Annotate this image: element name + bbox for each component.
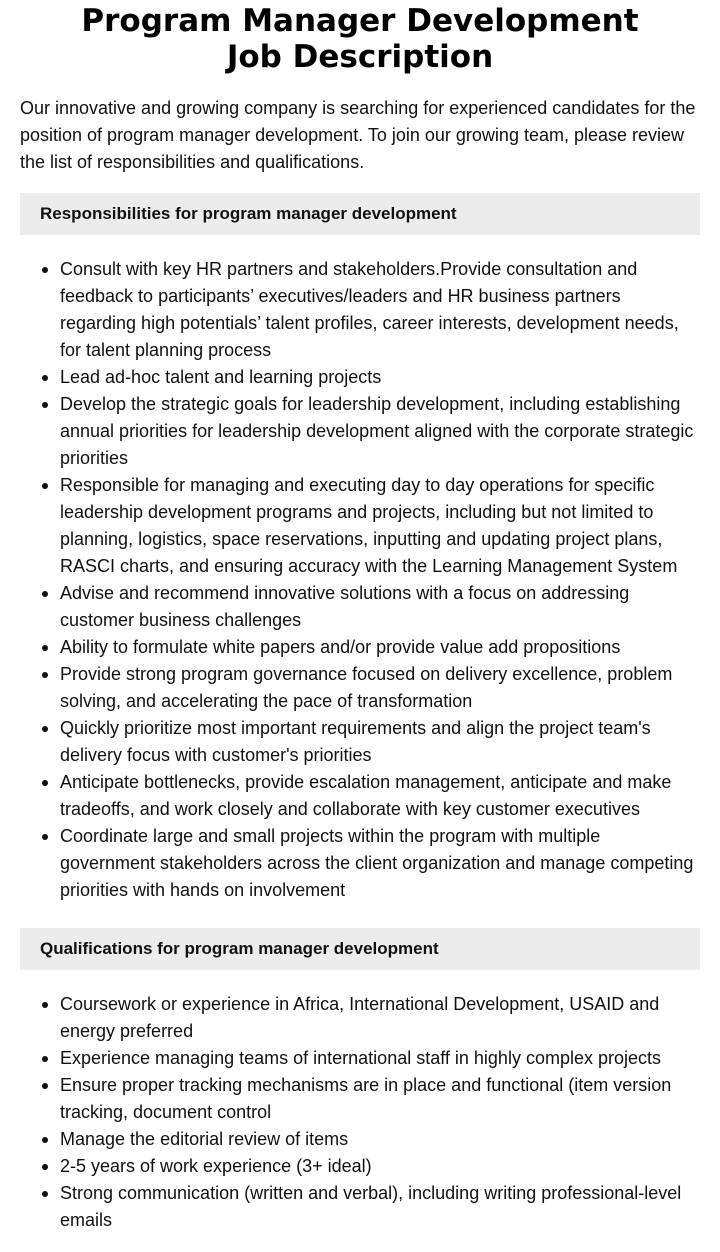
list-item: Coursework or experience in Africa, International Development, USAID and energy preferred (60, 991, 700, 1045)
list-item: Anticipate bottlenecks, provide escalation management, anticipate and make tradeoffs, and work closely and collaborate with key customer executives (60, 769, 700, 823)
list-item: Experience managing teams of international staff in highly complex projects (60, 1045, 700, 1072)
intro-paragraph: Our innovative and growing company is searching for experienced candidates for the position of program manager development. To join our growing team, please review the list of responsibilities and qualifications. (20, 98, 696, 172)
list-item: Strong communication (written and verbal), including writing professional-level emails (60, 1180, 700, 1234)
qualifications-heading: Qualifications for program manager development (40, 939, 439, 958)
list-item: Ensure proper tracking mechanisms are in place and functional (item version tracking, document control (60, 1072, 700, 1126)
list-item: Consult with key HR partners and stakeholders.Provide consultation and feedback to participants’ executives/leaders and HR business partners regarding high potentials’ talent profiles, career interests, development needs, for talent planning process (60, 256, 700, 364)
responsibilities-heading: Responsibilities for program manager development (40, 204, 457, 223)
list-item: Ability to formulate white papers and/or provide value add propositions (60, 634, 700, 661)
list-item: Responsible for managing and executing day to day operations for specific leadership development programs and projects, including but not limited to planning, logistics, space reservations, inputting and updating project plans, RASCI charts, and ensuring accuracy with the Learning Management System (60, 472, 700, 580)
list-item: Develop the strategic goals for leadership development, including establishing annual priorities for leadership development aligned with the corporate strategic priorities (60, 391, 700, 472)
list-item: Manage the editorial review of items (60, 1126, 700, 1153)
list-item: Advise and recommend innovative solutions with a focus on addressing customer business challenges (60, 580, 700, 634)
responsibilities-list (20, 256, 700, 904)
qualifications-list (20, 991, 700, 1234)
job-description-page (0, 3, 720, 1234)
responsibilities-header (20, 193, 700, 235)
qualifications-header (20, 928, 700, 970)
page-title: Program Manager Development Job Description (81, 3, 639, 75)
list-item: Coordinate large and small projects within the program with multiple government stakeholders across the client organization and manage competing priorities with hands on involvement (60, 823, 700, 904)
list-item: Quickly prioritize most important requirements and align the project team's delivery focus with customer's priorities (60, 715, 700, 769)
list-item: Lead ad-hoc talent and learning projects (60, 364, 700, 391)
list-item: Provide strong program governance focused on delivery excellence, problem solving, and accelerating the pace of transformation (60, 661, 700, 715)
list-item: 2-5 years of work experience (3+ ideal) (60, 1153, 700, 1180)
